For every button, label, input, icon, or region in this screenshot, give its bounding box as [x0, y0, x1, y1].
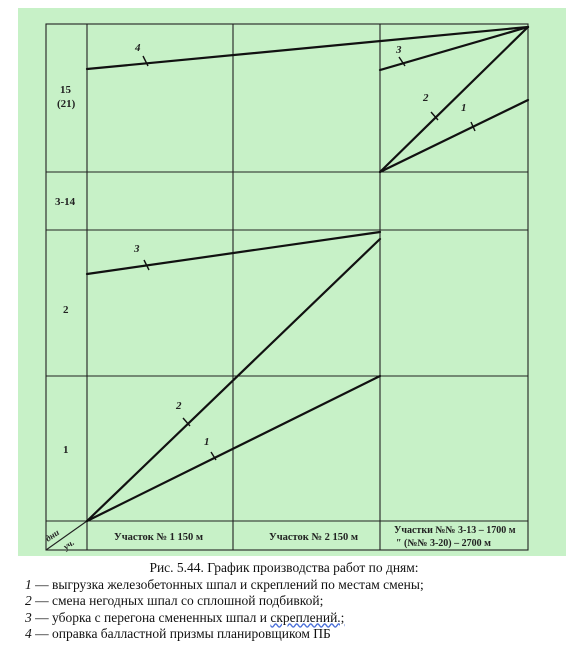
- line-label-2-bottom: 2: [176, 400, 182, 412]
- section-label-1: Участок № 1 150 м: [114, 532, 204, 543]
- caption-title: Рис. 5.44. График производства работ по дням:: [149, 560, 419, 575]
- schedule-graph: [18, 8, 566, 556]
- legend-text: — выгрузка железобетонных шпал и скреплений по местам смены;: [31, 576, 424, 592]
- line-4-top: [87, 27, 528, 69]
- legend-text: — уборка с перегона смененных шпал и: [31, 609, 271, 625]
- corner-label-sections: уч.: [61, 537, 77, 552]
- graph-frame: [46, 24, 528, 550]
- legend-text: — смена негодных шпал со сплошной подбивкой;: [31, 593, 324, 608]
- row-label-2: 2: [63, 304, 69, 316]
- row-label-21: (21): [57, 98, 76, 110]
- row-label-1: 1: [63, 444, 69, 456]
- row-label-15: 15: [60, 84, 71, 96]
- legend-item-1: [0, 577, 568, 594]
- legend-item-4: [0, 626, 568, 643]
- work-schedule-figure: [18, 8, 566, 556]
- legend-num: 1: [25, 576, 32, 592]
- section-label-3-line2: ″ (№№ 3-20) – 2700 м: [396, 538, 491, 549]
- line-label-4-top: 4: [135, 42, 141, 54]
- figure-caption: [0, 560, 568, 643]
- line-label-1-top: 1: [461, 102, 467, 114]
- line-label-3-top: 3: [396, 44, 402, 56]
- line-label-3-bottom: 3: [134, 243, 140, 255]
- legend-text-spellcheck: скреплений.;: [270, 609, 345, 625]
- legend-item-3: [0, 610, 568, 627]
- legend-num: 4: [25, 626, 32, 641]
- section-label-2: Участок № 2 150 м: [269, 532, 359, 543]
- corner-label-days: дни: [43, 527, 61, 544]
- legend-num: 3: [25, 609, 32, 625]
- legend-text: — оправка балластной призмы планировщиком ПБ: [31, 626, 331, 641]
- line-label-1-bottom: 1: [204, 436, 210, 448]
- line-label-2-top: 2: [423, 92, 429, 104]
- section-label-3-line1: Участки №№ 3-13 – 1700 м: [394, 525, 516, 536]
- legend-item-2: [0, 593, 568, 610]
- line-1-top: [380, 100, 528, 172]
- row-label-3-14: 3-14: [55, 196, 76, 208]
- legend-num: 2: [25, 593, 32, 608]
